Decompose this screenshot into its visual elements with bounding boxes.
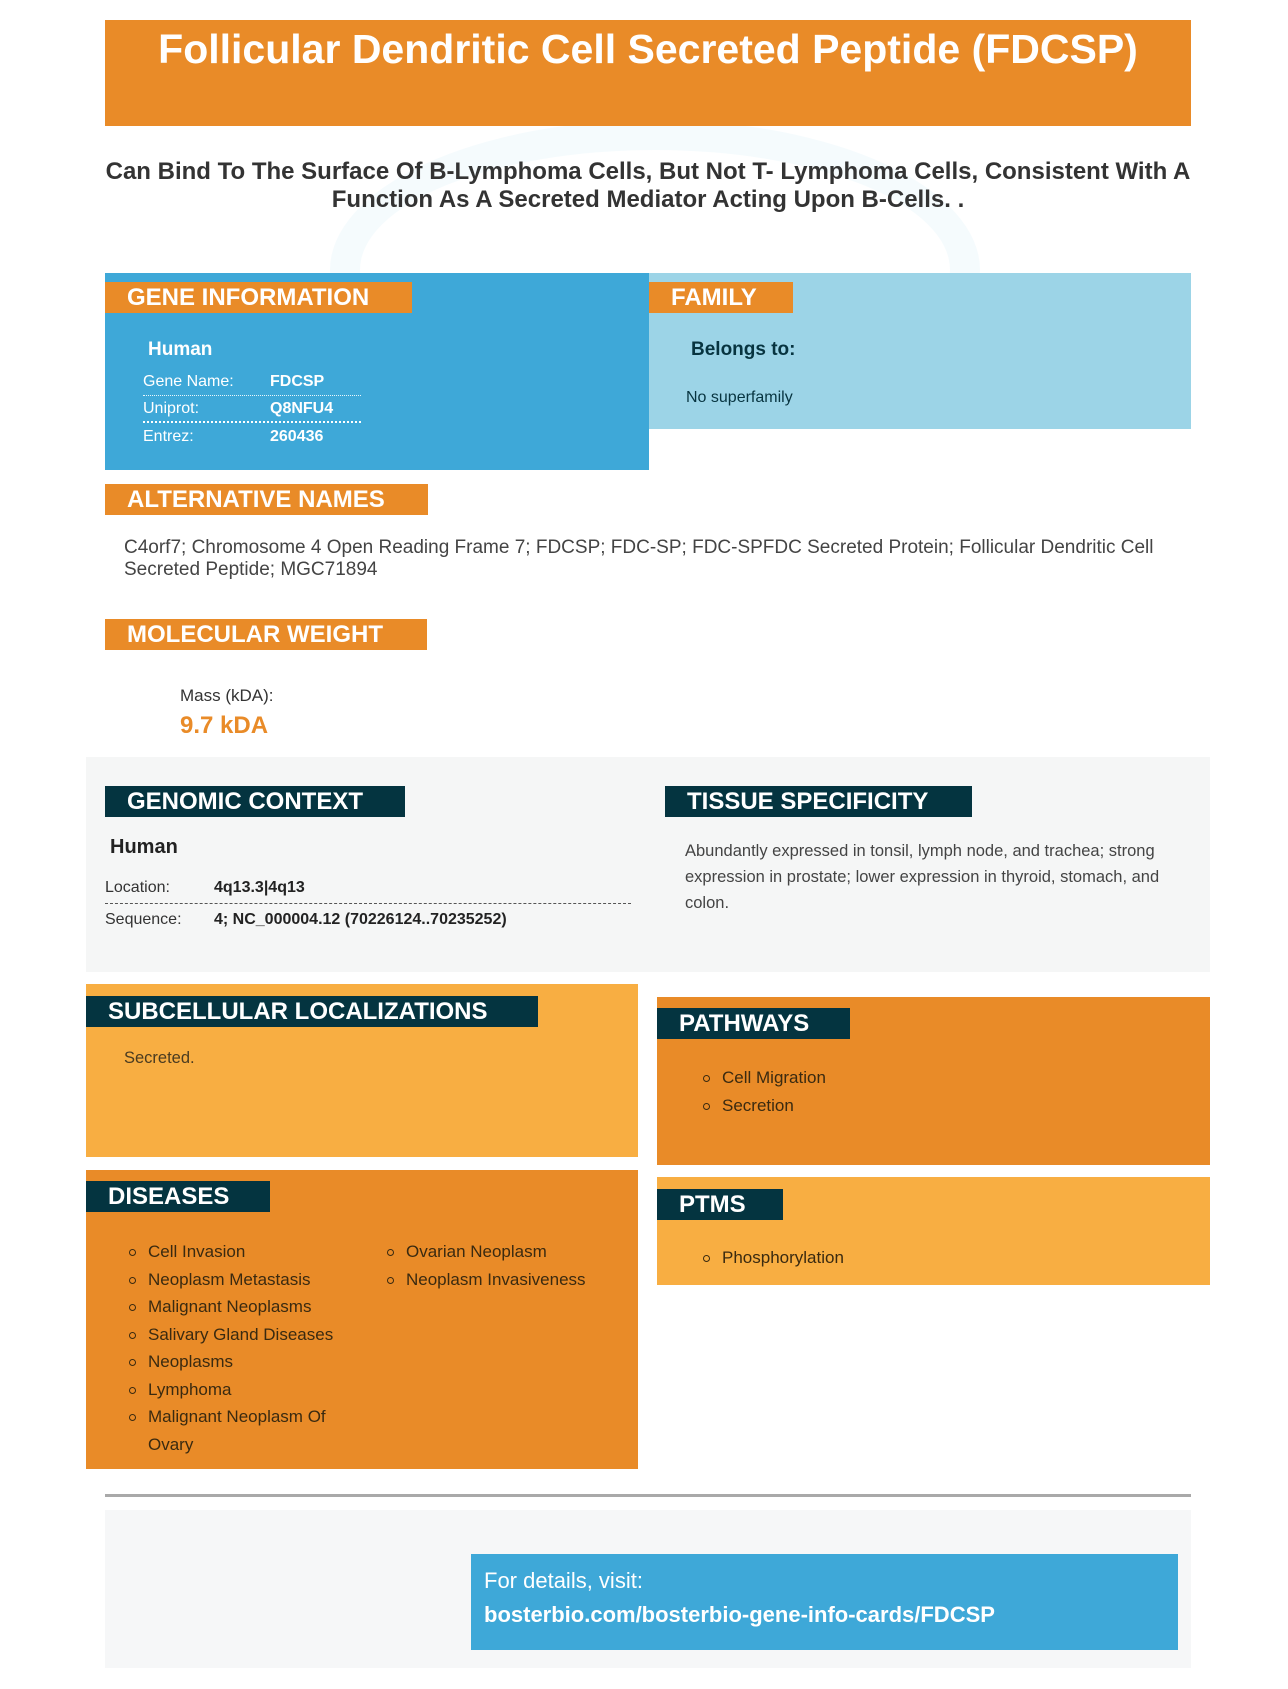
list-item: Neoplasms xyxy=(127,1348,357,1376)
gene-information-heading: GENE INFORMATION xyxy=(105,282,412,313)
location-value: 4q13.3|4q13 xyxy=(214,878,305,896)
genomic-context-table xyxy=(105,872,631,936)
genomic-species: Human xyxy=(110,836,178,858)
belongs-to-label: Belongs to: xyxy=(691,339,796,360)
list-item: Neoplasm Metastasis xyxy=(127,1266,357,1294)
sequence-label: Sequence: xyxy=(105,911,182,928)
list-item: Lymphoma xyxy=(127,1376,357,1404)
list-item: Malignant Neoplasm Of Ovary xyxy=(127,1403,357,1458)
diseases-list-column-2 xyxy=(385,1238,625,1293)
ptms-heading: PTMS xyxy=(657,1189,783,1220)
family-value: No superfamily xyxy=(686,389,793,406)
gene-name-label: Gene Name: xyxy=(143,373,234,390)
list-item: Neoplasm Invasiveness xyxy=(385,1266,625,1294)
family-heading: FAMILY xyxy=(649,282,793,313)
pathways-heading: PATHWAYS xyxy=(657,1008,850,1039)
diseases-heading: DISEASES xyxy=(86,1181,270,1212)
list-item: Phosphorylation xyxy=(701,1244,844,1272)
uniprot-label: Uniprot: xyxy=(143,399,200,417)
uniprot-row xyxy=(143,396,361,423)
ptms-panel xyxy=(657,1177,1210,1285)
gene-species: Human xyxy=(148,339,213,360)
subcellular-localization-value: Secreted. xyxy=(124,1049,195,1067)
list-item: Salivary Gland Diseases xyxy=(127,1321,357,1349)
gene-name-row xyxy=(143,369,361,396)
family-panel xyxy=(649,273,1191,429)
sequence-value: 4; NC_000004.12 (70226124..70235252) xyxy=(214,911,507,928)
entrez-value: 260436 xyxy=(270,427,324,445)
subcellular-localizations-heading: SUBCELLULAR LOCALIZATIONS xyxy=(86,996,538,1027)
diseases-panel xyxy=(86,1170,638,1469)
gene-information-panel xyxy=(105,273,649,470)
sequence-row xyxy=(105,904,631,936)
entrez-row xyxy=(143,423,361,450)
uniprot-value: Q8NFU4 xyxy=(270,399,334,417)
diseases-list-column-1 xyxy=(127,1238,357,1458)
page-title: Follicular Dendritic Cell Secreted Peptide (FDCSP) xyxy=(105,20,1191,126)
alternative-names-text: C4orf7; Chromosome 4 Open Reading Frame 7; FDCSP; FDC-SP; FDC-SPFDC Secreted Protein; Follicular Dendritic Cell Secreted Peptide; MGC71894 xyxy=(124,537,1154,580)
ptms-list xyxy=(701,1244,844,1272)
location-label: Location: xyxy=(105,878,170,896)
tissue-specificity-heading: TISSUE SPECIFICITY xyxy=(665,786,972,817)
entrez-label: Entrez: xyxy=(143,427,194,445)
list-item: Cell Invasion xyxy=(127,1238,357,1266)
gene-name-value: FDCSP xyxy=(270,373,325,390)
subcellular-localizations-panel xyxy=(86,984,638,1157)
mass-label: Mass (kDA): xyxy=(180,686,274,705)
tissue-specificity-text: Abundantly expressed in tonsil, lymph node, and trachea; strong expression in prostate; lower expression in thyroid, stomach, and colon. xyxy=(685,842,1160,912)
alternative-names-heading: ALTERNATIVE NAMES xyxy=(105,484,428,515)
list-item: Secretion xyxy=(701,1092,826,1120)
pathways-list xyxy=(701,1064,826,1119)
details-prefix: For details, visit: xyxy=(484,1568,643,1593)
genomic-context-heading: GENOMIC CONTEXT xyxy=(105,786,405,817)
location-row xyxy=(105,872,631,904)
details-callout xyxy=(471,1554,1178,1650)
list-item: Cell Migration xyxy=(701,1064,826,1092)
molecular-weight-heading: MOLECULAR WEIGHT xyxy=(105,619,427,650)
details-link[interactable]: bosterbio.com/bosterbio-gene-info-cards/FDCSP xyxy=(484,1602,995,1627)
footer-divider xyxy=(105,1494,1191,1497)
pathways-panel xyxy=(657,997,1210,1165)
mass-value: 9.7 kDA xyxy=(180,712,269,739)
gene-function-summary: Can Bind To The Surface Of B-Lymphoma Cells, But Not T- Lymphoma Cells, Consistent With A Function As A Secreted Mediator Acting Upon B-Cells. . xyxy=(105,158,1191,213)
gene-info-table xyxy=(143,369,361,450)
list-item: Malignant Neoplasms xyxy=(127,1293,357,1321)
list-item: Ovarian Neoplasm xyxy=(385,1238,625,1266)
